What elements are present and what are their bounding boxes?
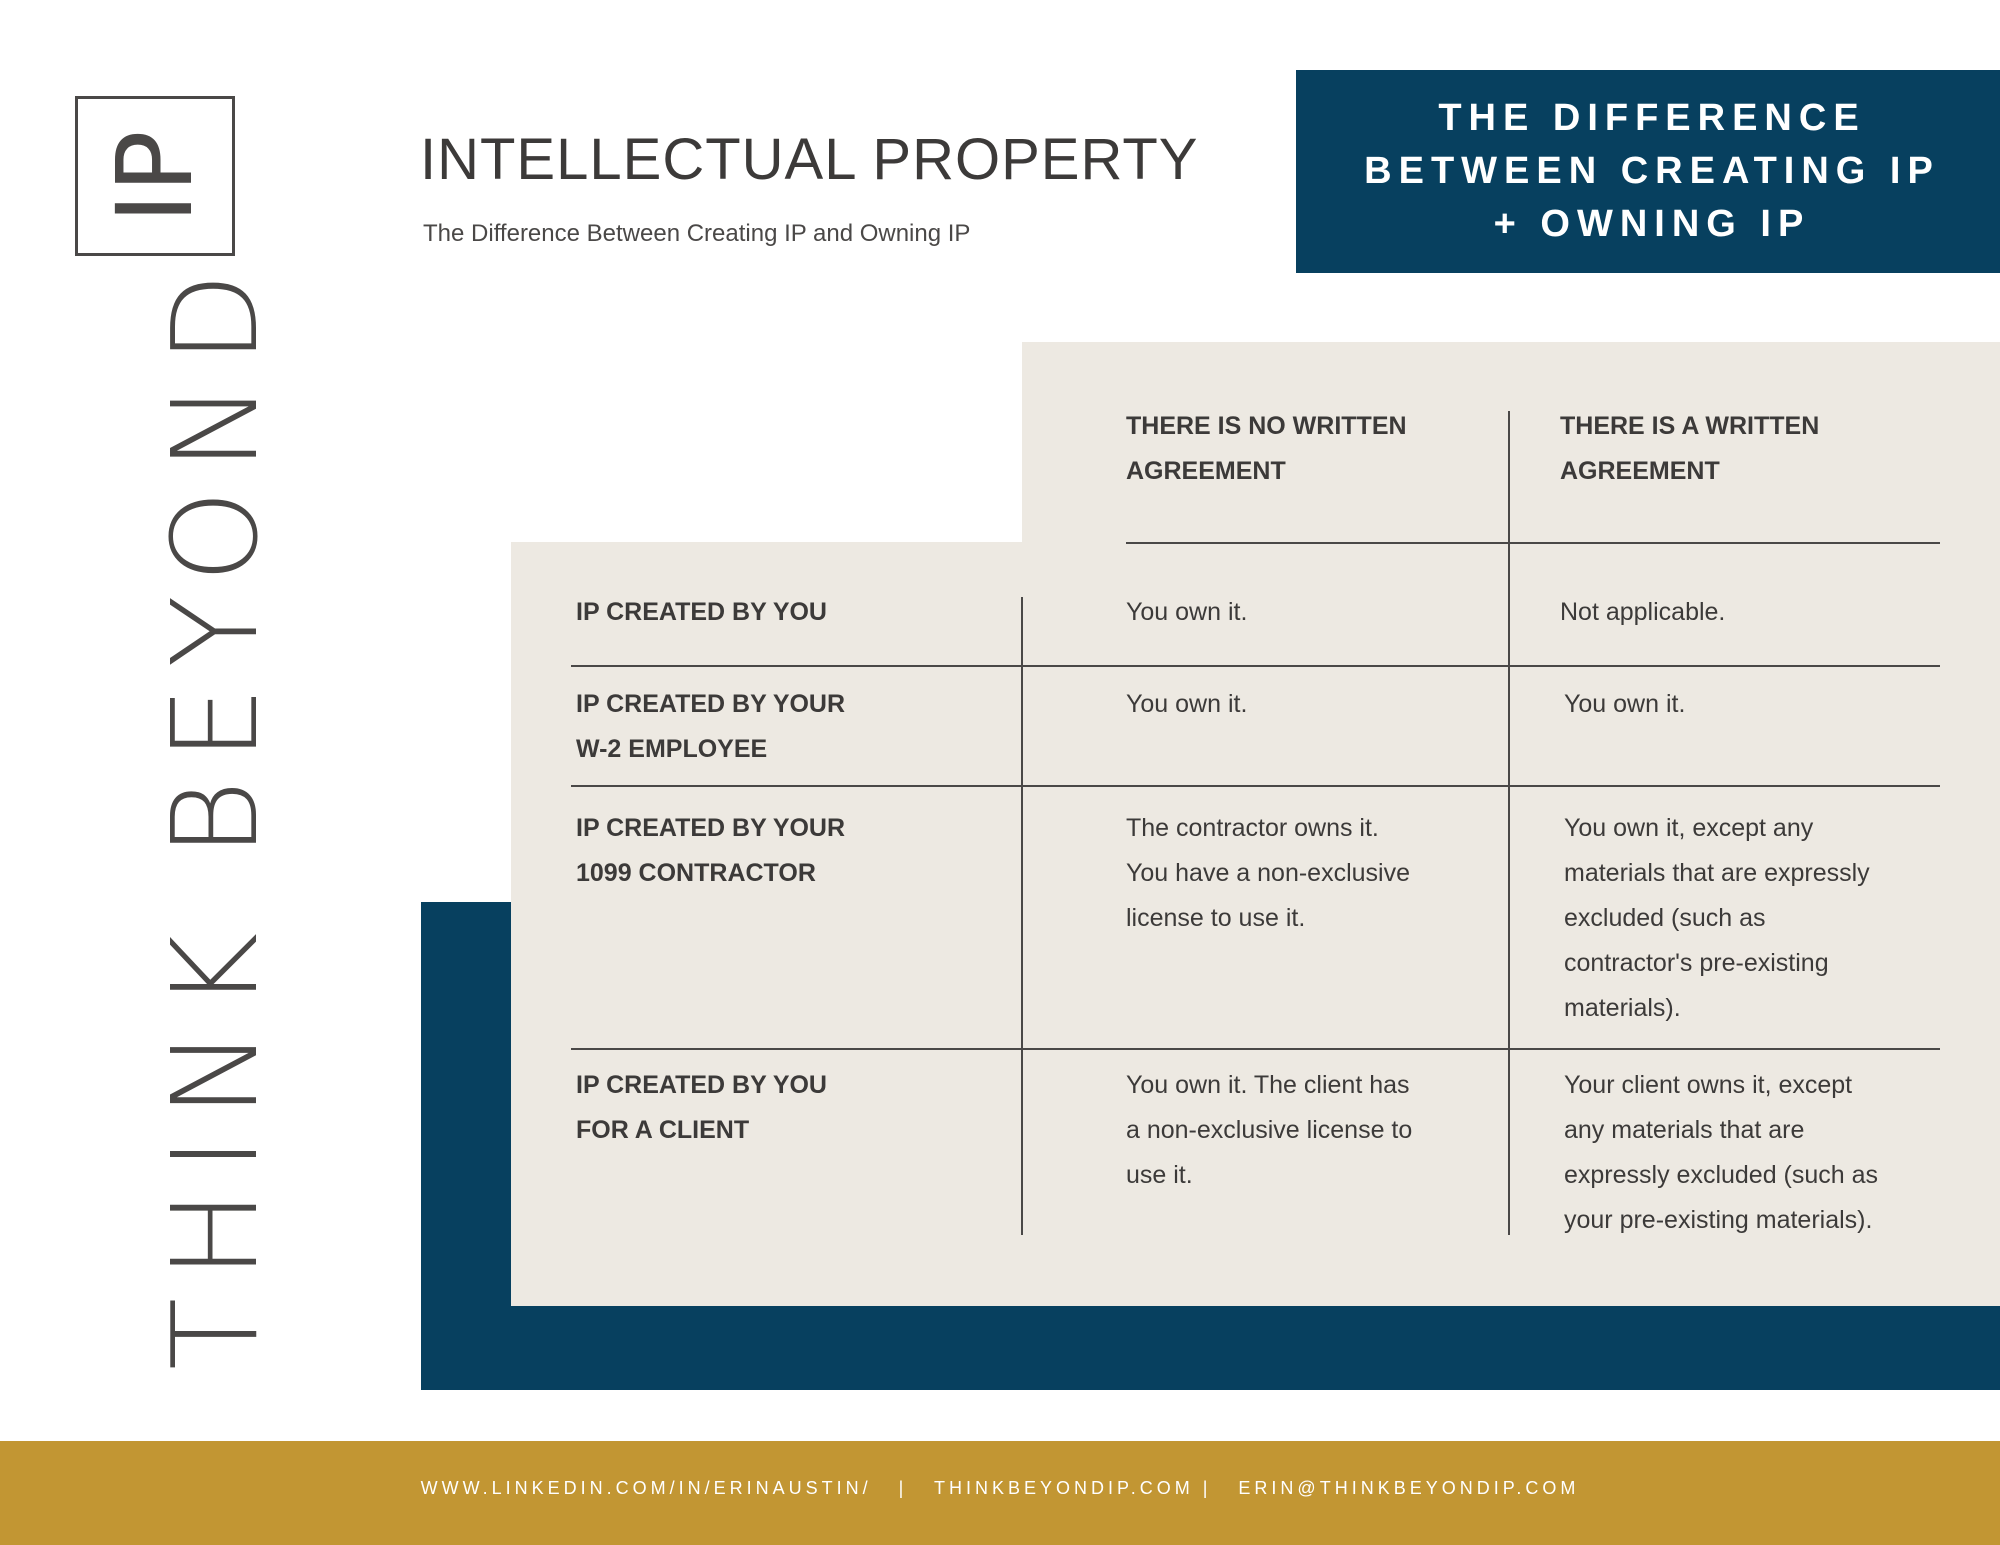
brand-vertical-text: THINK BEYOND — [146, 253, 284, 1370]
table-cell: You own it. — [1564, 690, 1686, 718]
row-label: IP CREATED BY YOUR W-2 EMPLOYEE — [576, 690, 846, 763]
column-header-written-agreement: THERE IS A WRITTEN AGREEMENT — [1560, 412, 1820, 485]
hero-line-3: + OWNING IP — [1493, 203, 1811, 245]
hero-text — [1356, 92, 1940, 251]
page-subtitle: The Difference Between Creating IP and Owning IP — [423, 220, 971, 247]
footer-website-link[interactable]: THINKBEYONDIP.COM — [934, 1478, 1194, 1498]
column-divider-2 — [1508, 411, 1510, 1235]
row-label: IP CREATED BY YOU — [576, 598, 827, 626]
table-cell: The contractor owns it. You have a non-exclusive license to use it. — [1126, 814, 1410, 932]
row-divider-1 — [571, 665, 1940, 667]
header-divider — [1126, 542, 1940, 544]
row-label: IP CREATED BY YOUR 1099 CONTRACTOR — [576, 814, 846, 887]
footer-separator: | — [898, 1478, 908, 1498]
footer-contact — [0, 1478, 2000, 1499]
table-cell: You own it. — [1126, 690, 1248, 718]
page-title: INTELLECTUAL PROPERTY — [420, 127, 1199, 192]
table-cell: You own it. The client has a non-exclusive license to use it. — [1126, 1071, 1413, 1189]
column-header-no-agreement: THERE IS NO WRITTEN AGREEMENT — [1126, 412, 1407, 485]
hero-line-2: BETWEEN CREATING IP — [1364, 150, 1940, 192]
row-divider-2 — [571, 785, 1940, 787]
table-cell: You own it, except any materials that are expressly excluded (such as contractor's pre-existing materials). — [1564, 814, 1870, 1022]
hero-banner — [1296, 70, 2000, 273]
table-cell: Not applicable. — [1560, 598, 1726, 626]
footer-email-link[interactable]: ERIN@THINKBEYONDIP.COM — [1238, 1478, 1580, 1498]
row-label: IP CREATED BY YOU FOR A CLIENT — [576, 1071, 827, 1144]
table-cell: Your client owns it, except any materials that are expressly excluded (such as your pre-existing materials). — [1564, 1071, 1879, 1234]
footer-separator: | — [1202, 1478, 1212, 1498]
footer-linkedin-link[interactable]: WWW.LINKEDIN.COM/IN/ERINAUSTIN/ — [420, 1478, 872, 1498]
row-divider-3 — [571, 1048, 1940, 1050]
column-divider-1 — [1021, 597, 1023, 1235]
logo-ip-mark: IP — [94, 130, 216, 224]
table-cell: You own it. — [1126, 598, 1248, 626]
hero-line-1: THE DIFFERENCE — [1438, 97, 1866, 139]
